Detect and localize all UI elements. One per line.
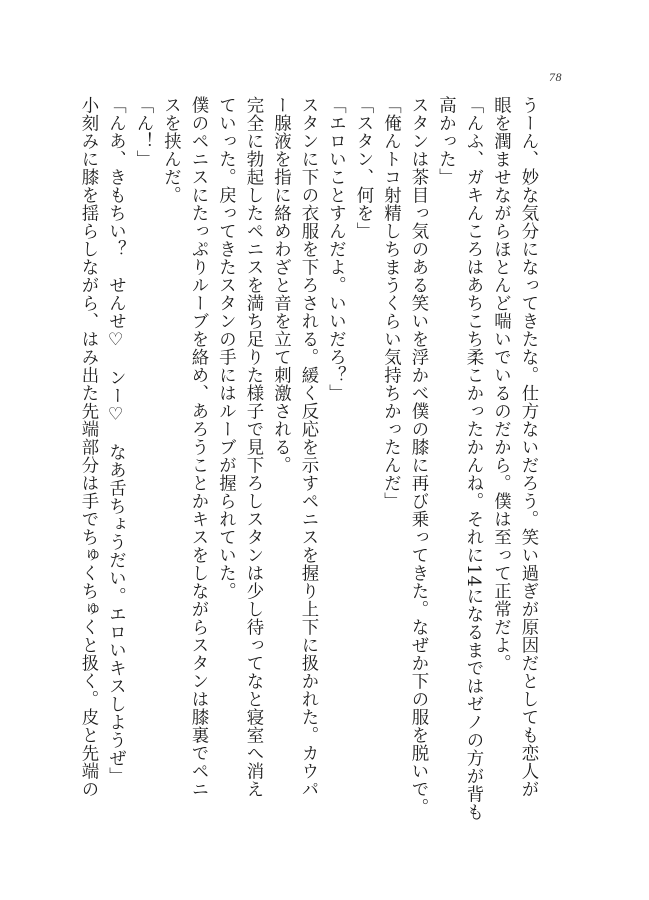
- text-line: 完全に勃起したペニスを満ち足りた様子で見下ろしスタンは少し待ってなと寝室へ消え: [243, 96, 263, 798]
- text-line: 「んあ、きもちい？ せんせ♡ ンー♡ なあ舌ちょうだい。エロいキスしようぜ」: [105, 96, 126, 786]
- page-number: 78: [549, 70, 562, 84]
- text-line: 高かった」: [435, 96, 456, 186]
- text-line: 「俺んトコ射精しちまうくらい気持ちかったんだ」: [380, 96, 401, 510]
- text-line: ー腺液を指に絡めわざと音を立て刺激される。: [270, 96, 291, 474]
- text-line: スタンに下の衣服を下ろされる。緩く反応を示すペニスを握り上下に扱かれた。カウパ: [298, 96, 318, 798]
- text-line: 「スタン、何を」: [353, 96, 373, 240]
- text-line: 「エロいことすんだよ。いいだろ？」: [325, 96, 346, 402]
- text-line: 「んふ、ガキんころはあちこち柔こかったかんね。それに14になるまではゼノの方が背も: [463, 96, 483, 822]
- vertical-text-body: [78, 96, 541, 822]
- text-line: ていった。戻ってきたスタンの手にはルーブが握られていた。: [215, 96, 236, 600]
- text-line: 「ん！」: [133, 96, 153, 168]
- text-line: 僕のペニスにたっぷりルーブを絡め、あろうことかキスをしながらスタンは膝裏でペニ: [188, 96, 208, 798]
- text-line: 眼を潤ませながらほとんど喘いでいるのだから。僕は至って正常だよ。: [490, 96, 511, 672]
- text-line: スタンは茶目っ気のある笑いを浮かべ僕の膝に再び乗ってきた。なぜか下の服を脱いで。: [408, 96, 428, 816]
- text-line: スを挟んだ。: [160, 96, 181, 204]
- text-line: 小刻みに膝を揺らしながら、はみ出た先端部分は手でちゅくちゅくと扱く。皮と先端の: [78, 96, 98, 798]
- text-line: うーん、妙な気分になってきたな。仕方ないだろう。笑い過ぎが原因だとしても恋人が: [518, 96, 538, 798]
